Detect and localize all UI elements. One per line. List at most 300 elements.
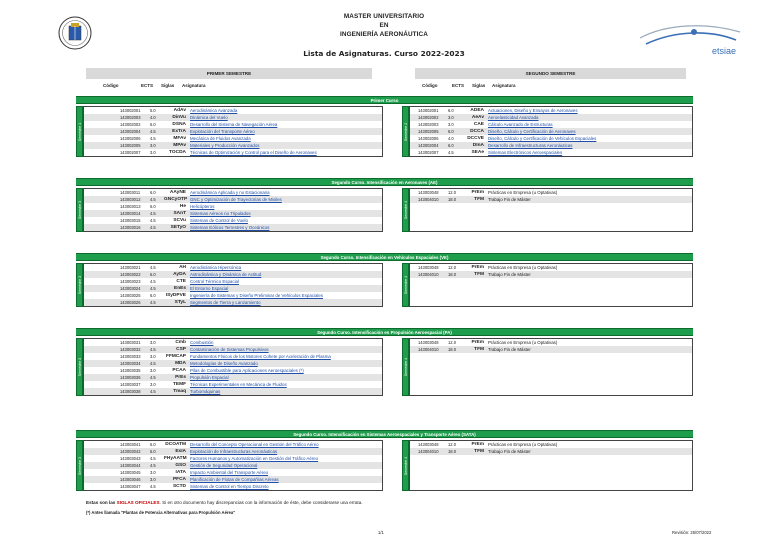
subject-ects: 4.5 — [150, 347, 156, 352]
subject-row — [410, 114, 692, 121]
subject-row — [84, 374, 382, 381]
subject-acronym: TFM — [474, 449, 484, 454]
second-semester-list — [409, 188, 693, 232]
subject-acronym: DCOATM — [165, 442, 186, 447]
subject-acronym: TEMF — [172, 382, 186, 387]
subject-acronym: ExTrA — [172, 129, 186, 134]
subject-ects: 4.5 — [150, 265, 156, 270]
subject-acronym: DCCVE — [467, 136, 484, 141]
subject-code: 143003036 — [120, 375, 141, 380]
subject-name-link[interactable]: Explotación de Infraestructuras Aeronáuticas — [190, 449, 278, 454]
subject-row — [410, 107, 692, 114]
subject-ects: 3.0 — [448, 115, 454, 120]
subject-name-link[interactable]: Aerodinámica Hipersónica — [190, 265, 242, 270]
subject-row — [410, 264, 692, 271]
subject-ects: 6.0 — [448, 143, 454, 148]
subject-ects: 6.0 — [150, 293, 156, 298]
col-ects: ECTS — [141, 83, 154, 88]
subject-row — [84, 149, 382, 156]
subject-name: Trabajo Fin de Máster — [488, 449, 531, 454]
subject-acronym: GSO — [175, 463, 186, 468]
subject-acronym: MFAv — [173, 136, 186, 141]
first-semester-list — [83, 338, 383, 396]
subject-code: 143004010 — [418, 347, 439, 352]
subject-code: 143003045 — [120, 470, 141, 475]
semester-label-text: Semestre 3 — [77, 357, 82, 377]
subject-name-link[interactable]: Turbomáquinas — [190, 389, 221, 394]
subject-acronym: FHyAATM — [164, 456, 187, 461]
course-block-title: Segundo Curso. Intensificación en Aeronaves (AE) — [76, 178, 693, 186]
subject-ects: 4.5 — [150, 197, 156, 202]
subject-name-link[interactable]: Explotación del Transporte Aéreo — [190, 129, 255, 134]
semester-label-right — [402, 338, 409, 396]
subject-code: 143003048 — [418, 442, 439, 447]
subject-acronym: SEAe — [471, 150, 484, 155]
subject-code: 143003012 — [120, 197, 141, 202]
subject-name-link[interactable]: Sistemas de Control de Vuelo — [190, 218, 248, 223]
subject-acronym: CSP — [176, 347, 186, 352]
subject-name-link[interactable]: Sistemas Aéreos no Tripulados — [190, 211, 251, 216]
subject-row — [84, 114, 382, 121]
subject-row — [84, 278, 382, 285]
first-semester-list — [83, 440, 383, 491]
first-semester-list — [83, 106, 383, 157]
subject-code: 143002007 — [120, 150, 141, 155]
subject-code: 143003046 — [120, 477, 141, 482]
subject-ects: 18.0 — [448, 197, 456, 202]
subject-name-link[interactable]: Impacto Ambiental del Transporte Aéreo — [190, 470, 269, 475]
subject-row — [84, 441, 382, 448]
subject-row — [84, 107, 382, 114]
subject-code: 143003042 — [120, 449, 141, 454]
semester-label-text: Semestre 4 — [403, 200, 408, 220]
subject-name-link[interactable]: Materiales y Producción Avanzados — [190, 143, 260, 148]
subject-ects: 4.5 — [150, 456, 156, 461]
semester-label-left — [76, 263, 83, 307]
subject-ects: 3.0 — [150, 150, 156, 155]
subject-name-link[interactable]: Fundamentos Físicos de los Motores Cohete por Aceleración de Plasma — [190, 354, 331, 359]
subject-name-link[interactable]: Aerodinámica Aplicada y no Estacionaria — [190, 190, 270, 195]
subject-code: 143003016 — [120, 225, 141, 230]
subject-acronym: FFMCAP — [166, 354, 186, 359]
course-block-title: Segundo Curso. Intensificación en Sistemas Aeroespaciales y Transporte Aéreo (SATA) — [76, 430, 693, 438]
page-number: 1/1 — [378, 530, 384, 535]
subject-row — [84, 135, 382, 142]
subject-row — [410, 121, 692, 128]
subject-row — [84, 476, 382, 483]
subject-row — [84, 483, 382, 490]
subject-acronym: SCTD — [172, 484, 186, 489]
subject-ects: 6.0 — [448, 129, 454, 134]
subject-name-link[interactable]: Propulsión Espacial — [190, 375, 229, 380]
second-semester-header: SEGUNDO SEMESTRE — [415, 68, 686, 79]
subject-row — [84, 196, 382, 203]
subject-row — [84, 292, 382, 299]
svg-text:etsiae: etsiae — [712, 46, 737, 56]
subject-ects: 4.5 — [150, 484, 156, 489]
subject-ects: 4.5 — [150, 225, 156, 230]
subject-row — [84, 367, 382, 374]
subject-name-link[interactable]: Aeroelasticidad Avanzada — [488, 115, 539, 120]
subject-code: 143003037 — [120, 382, 141, 387]
subject-ects: 4.5 — [150, 218, 156, 223]
subject-name-link[interactable]: Diseño, Cálculo y Certificación de Aeronaves — [488, 129, 576, 134]
subject-ects: 6.0 — [150, 442, 156, 447]
subject-code: 143004010 — [418, 197, 439, 202]
subject-code: 143003047 — [120, 484, 141, 489]
course-block-title: Primer Curso — [76, 96, 693, 104]
subject-ects: 12.0 — [448, 442, 456, 447]
subject-name-link[interactable]: Factores Humanos y Automatización en Gestión del Tráfico Aéreo — [190, 456, 319, 461]
subject-row — [410, 339, 692, 346]
semester-label-right — [402, 263, 409, 307]
semester-label-left — [76, 188, 83, 232]
subject-row — [84, 271, 382, 278]
subject-row — [84, 462, 382, 469]
subject-row — [84, 346, 382, 353]
subject-row — [84, 203, 382, 210]
col-code: Código — [422, 83, 438, 88]
subject-code: 143002003 — [120, 115, 141, 120]
subject-ects: 3.0 — [150, 382, 156, 387]
subject-row — [410, 271, 692, 278]
col-siglas: Siglas — [161, 83, 175, 88]
subject-code: 143002002 — [120, 122, 141, 127]
subject-row — [84, 381, 382, 388]
first-semester-header: PRIMER SEMESTRE — [86, 68, 372, 79]
subject-name-link[interactable]: Desarrollo del Sistema de Navegación Aérea — [190, 122, 278, 127]
subject-name: Trabajo Fin de Máster — [488, 272, 531, 277]
subject-name-link[interactable]: Cálculo Avanzado de Estructuras — [488, 122, 553, 127]
subject-code: 143002004 — [120, 129, 141, 134]
subject-row — [410, 441, 692, 448]
subject-acronym: SETyO — [170, 225, 186, 230]
subject-row — [84, 448, 382, 455]
subject-row — [84, 142, 382, 149]
subject-acronym: CTE — [176, 279, 186, 284]
subject-acronym: Tmaq — [173, 389, 186, 394]
subject-code: 143003048 — [418, 190, 439, 195]
subject-name-link[interactable]: Sistemas Electrónicos Aeroespaciales — [488, 150, 563, 155]
subject-name-link[interactable]: GNC y Optimización de Trayectorias de Misiles — [190, 197, 282, 202]
semester-label-left — [76, 106, 83, 157]
col-code: Código — [103, 83, 119, 88]
subject-code: 143003032 — [120, 347, 141, 352]
semester-label-right — [402, 188, 409, 232]
column-headers-left — [86, 83, 372, 91]
subject-row — [84, 339, 382, 346]
subject-acronym: EnEs — [174, 286, 186, 291]
subject-ects: 3.0 — [150, 470, 156, 475]
subject-acronym: GNCyOTP — [164, 197, 188, 202]
document-subtitle: Lista de Asignaturas. Curso 2022-2023 — [303, 49, 465, 58]
subject-name-link[interactable]: Técnicas Experimentales en Mecánica de Fluidos — [190, 382, 287, 387]
subject-ects: 4.5 — [150, 136, 156, 141]
semester-label-right — [402, 440, 409, 491]
subject-ects: 12.0 — [448, 265, 456, 270]
subject-name-link[interactable]: Desarrollo del Concepto Operacional en Gestión del Tráfico Aéreo — [190, 442, 319, 447]
subject-ects: 4.5 — [150, 361, 156, 366]
subject-name: Prácticas en Empresa (u Optativas) — [488, 442, 558, 447]
course-block-title: Segundo Curso. Intensificación en Vehículos Espaciales (VE) — [76, 253, 693, 261]
subject-ects: 4.0 — [448, 136, 454, 141]
subject-name-link[interactable]: Planificación de Flotas de Compañías Aéreas — [190, 477, 279, 482]
subject-code: 143002006 — [418, 136, 439, 141]
semester-label-right — [402, 106, 409, 157]
upm-logo — [58, 14, 92, 52]
subject-row — [410, 142, 692, 149]
subject-name-link[interactable]: Dinámica del Vuelo — [190, 115, 228, 120]
subject-acronym: SAnT — [173, 211, 186, 216]
title-line-2: EN — [379, 22, 389, 30]
subject-code: 143003033 — [120, 354, 141, 359]
subject-code: 143003021 — [120, 265, 141, 270]
subject-row — [84, 353, 382, 360]
subject-acronym: DSNA — [172, 122, 186, 127]
subject-name-link[interactable]: Diseño, Cálculo y Certificación de Vehículos Espaciales — [488, 136, 597, 141]
second-semester-list — [409, 440, 693, 491]
subject-name-link[interactable]: Mecánica de Fluidos Avanzada — [190, 136, 251, 141]
subject-acronym: DInA — [472, 143, 484, 148]
subject-ects: 6.0 — [150, 190, 156, 195]
document-title — [234, 12, 534, 40]
subject-acronym: MPAv — [173, 143, 186, 148]
subject-code: 143002005 — [418, 129, 439, 134]
semester-label-text: Semestre 4 — [403, 357, 408, 377]
subject-code: 143003034 — [120, 361, 141, 366]
subject-acronym: ISyDPVE — [165, 293, 186, 298]
revision-date: Revisión: 25/07/2022 — [672, 530, 712, 535]
subject-acronym: TFM — [474, 197, 484, 202]
subject-ects: 4.5 — [150, 389, 156, 394]
subject-name: Prácticas en Empresa (u Optativas) — [488, 190, 558, 195]
subject-acronym: PFCA — [172, 477, 186, 482]
column-headers-right — [415, 83, 686, 91]
subject-row — [84, 388, 382, 395]
subject-code: 143003025 — [120, 293, 141, 298]
subject-ects: 3.0 — [150, 368, 156, 373]
subject-ects: 3.0 — [150, 143, 156, 148]
subject-row — [84, 121, 382, 128]
subject-acronym: PrEs — [175, 375, 186, 380]
subject-code: 143003014 — [120, 211, 141, 216]
subject-acronym: ADEA — [470, 108, 484, 113]
subject-name-link[interactable]: Contaminación de Sistemas Propulsivos — [190, 347, 269, 352]
subject-name-link[interactable]: Sistemas de Control en Tiempo Discreto — [190, 484, 269, 489]
subject-row — [84, 360, 382, 367]
subject-acronym: AyDA — [173, 272, 186, 277]
subject-acronym: DCCA — [470, 129, 484, 134]
subject-name: Prácticas en Empresa (u Optativas) — [488, 340, 558, 345]
subject-acronym: PrEm — [471, 265, 484, 270]
subject-ects: 4.5 — [150, 300, 156, 305]
subject-ects: 4.5 — [150, 375, 156, 380]
subject-row — [84, 210, 382, 217]
subject-code: 143003013 — [120, 204, 141, 209]
subject-code: 143003024 — [120, 286, 141, 291]
notes — [86, 500, 363, 515]
subject-ects: 5.0 — [150, 108, 156, 113]
semester-label-left — [76, 440, 83, 491]
subject-name-link[interactable]: Sistemas Eólicos Terrestres y Oceánicos — [190, 225, 270, 230]
subject-ects: 4.5 — [150, 463, 156, 468]
subject-ects: 3.0 — [150, 477, 156, 482]
subject-row — [410, 149, 692, 156]
subject-ects: 5.0 — [150, 449, 156, 454]
official-acronyms-highlight: SIGLAS OFICIALES — [116, 500, 160, 505]
subject-name-link[interactable]: Actuaciones, Diseño y Ensayos de Aeronaves — [488, 108, 578, 113]
subject-code: 143002003 — [418, 122, 439, 127]
subject-row — [84, 264, 382, 271]
subject-ects: 4.5 — [150, 211, 156, 216]
subject-code: 143003038 — [120, 389, 141, 394]
semester-label-text: Semestre 4 — [403, 456, 408, 475]
subject-row — [410, 128, 692, 135]
subject-code: 143003015 — [120, 218, 141, 223]
subject-name-link[interactable]: Metodologías de Diseño Avanzado — [190, 361, 258, 366]
subject-name-link[interactable]: Astrodinámica y Dinámica de Actitud — [190, 272, 262, 277]
title-line-1: MASTER UNIVERSITARIO — [343, 13, 425, 20]
subject-acronym: AAyNE — [169, 190, 186, 195]
subject-name: Prácticas en Empresa (u Optativas) — [488, 265, 558, 270]
subject-code: 143003011 — [120, 190, 141, 195]
subject-name-link[interactable]: Helicópteros — [190, 204, 215, 209]
subject-ects: 3.0 — [150, 354, 156, 359]
subject-ects: 18.0 — [448, 449, 456, 454]
subject-code: 143003023 — [120, 279, 141, 284]
course-block-title: Segundo Curso. Intensificación en Propulsión Aeroespacial (PA) — [76, 328, 693, 336]
subject-code: 143002007 — [418, 150, 439, 155]
subject-row — [84, 128, 382, 135]
subject-ects: 6.0 — [448, 108, 454, 113]
subject-ects: 6.0 — [150, 204, 156, 209]
subject-acronym: DinVu — [172, 115, 186, 120]
subject-code: 143003048 — [418, 340, 439, 345]
subject-name-link[interactable]: Técnicas de Optimización y Control para el Diseño de Aeronaves — [190, 150, 317, 155]
subject-row — [84, 217, 382, 224]
subject-code: 143003026 — [120, 300, 141, 305]
subject-ects: 4.5 — [448, 150, 454, 155]
subject-code: 143003031 — [120, 340, 141, 345]
subject-row — [84, 189, 382, 196]
semester-label-left — [76, 338, 83, 396]
note-official-acronyms: Estas son las SIGLAS OFICIALES. Si en otro documento hay discrepancias con la información de éste, debe considerarse una errata. — [86, 500, 363, 505]
subject-code: 143003044 — [120, 463, 141, 468]
subject-acronym: SCVu — [173, 218, 186, 223]
second-semester-list — [409, 338, 693, 396]
subject-name-link[interactable]: Desarrollo de Infraestructuras Aeronáuticas — [488, 143, 573, 148]
subject-name-link[interactable]: Ingeniería de Sistemas y Diseño Preliminar de Vehículos Espaciales — [190, 293, 324, 298]
subject-ects: 4.5 — [150, 286, 156, 291]
subject-acronym: MDA — [175, 361, 186, 366]
subject-acronym: TOCDA — [169, 150, 186, 155]
semester-label-text: Semestre 3 — [77, 275, 82, 295]
subject-code: 143002001 — [120, 108, 141, 113]
second-semester-list — [409, 106, 693, 157]
subject-ects: 6.0 — [150, 272, 156, 277]
subject-row — [410, 189, 692, 196]
subject-ects: 4.0 — [150, 115, 156, 120]
semester-label-text: Semestre 2 — [403, 122, 408, 141]
subject-ects: 4.5 — [150, 279, 156, 284]
subject-acronym: ExIA — [175, 449, 186, 454]
subject-row — [84, 285, 382, 292]
subject-code: 143002001 — [418, 108, 439, 113]
subject-ects: 4.5 — [150, 129, 156, 134]
subject-ects: 6.0 — [150, 122, 156, 127]
note-footnote: (*) Antes llamada "Plantas de Potencia Alternativas para Propulsión Aérea" — [86, 510, 236, 515]
etsiae-logo — [636, 20, 746, 58]
subject-row — [410, 346, 692, 353]
subject-acronym: TFM — [474, 272, 484, 277]
subject-ects: 12.0 — [448, 340, 456, 345]
subject-acronym: Cmb — [175, 340, 186, 345]
subject-ects: 3.0 — [448, 122, 454, 127]
subject-code: 143003035 — [120, 368, 141, 373]
subject-code: 143003043 — [120, 456, 141, 461]
subject-name-link[interactable]: Control Térmico Espacial — [190, 279, 239, 284]
semester-label-text: Semestre 1 — [77, 122, 82, 141]
subject-row — [84, 455, 382, 462]
col-asignatura: Asignatura — [492, 83, 516, 88]
subject-acronym: AdAv — [173, 108, 186, 113]
subject-code: 143003048 — [418, 265, 439, 270]
subject-name-link[interactable]: El Entorno Espacial — [190, 286, 229, 291]
subject-name-link[interactable]: Aerodinámica Avanzada — [190, 108, 238, 113]
subject-row — [84, 469, 382, 476]
subject-acronym: IATA — [175, 470, 186, 475]
subject-acronym: PrEm — [471, 442, 484, 447]
subject-name-link[interactable]: Combustión — [190, 340, 214, 345]
subject-code: 143003041 — [120, 442, 141, 447]
subject-acronym: STyL — [174, 300, 186, 305]
subject-code: 143002005 — [120, 143, 141, 148]
first-semester-list — [83, 263, 383, 307]
first-semester-list — [83, 188, 383, 232]
subject-name-link[interactable]: Pilas de Combustible para Aplicaciones Aeroespaciales (*) — [190, 368, 304, 373]
subject-name: Trabajo Fin de Máster — [488, 347, 531, 352]
subject-row — [410, 196, 692, 203]
subject-ects: 18.0 — [448, 272, 456, 277]
subject-name-link[interactable]: Segmentos de Tierra y Lanzamiento — [190, 300, 261, 305]
title-line-3: INGENIERÍA AERONÁUTICA — [339, 31, 428, 39]
subject-name-link[interactable]: Gestión de Seguridad Operacional — [190, 463, 258, 468]
subject-code: 143002006 — [120, 136, 141, 141]
subject-acronym: PrEm — [471, 340, 484, 345]
subject-row — [410, 135, 692, 142]
subject-acronym: TFM — [474, 347, 484, 352]
subject-row — [84, 224, 382, 231]
subject-code: 143004010 — [418, 272, 439, 277]
subject-acronym: PCAA — [172, 368, 186, 373]
subject-acronym: PrEm — [471, 190, 484, 195]
subject-code: 143002002 — [418, 115, 439, 120]
subject-code: 143003022 — [120, 272, 141, 277]
second-semester-list — [409, 263, 693, 307]
subject-name: Trabajo Fin de Máster — [488, 197, 531, 202]
subject-acronym: He — [179, 204, 186, 209]
col-siglas: Siglas — [472, 83, 486, 88]
subject-ects: 12.0 — [448, 190, 456, 195]
subject-row — [84, 299, 382, 306]
col-ects: ECTS — [452, 83, 465, 88]
semester-label-text: Semestre 3 — [77, 200, 82, 220]
subject-acronym: AeAv — [471, 115, 484, 120]
subject-code: 143004010 — [418, 449, 439, 454]
col-asignatura: Asignatura — [182, 83, 206, 88]
subject-code: 143002004 — [418, 143, 439, 148]
subject-acronym: AH — [179, 265, 186, 270]
